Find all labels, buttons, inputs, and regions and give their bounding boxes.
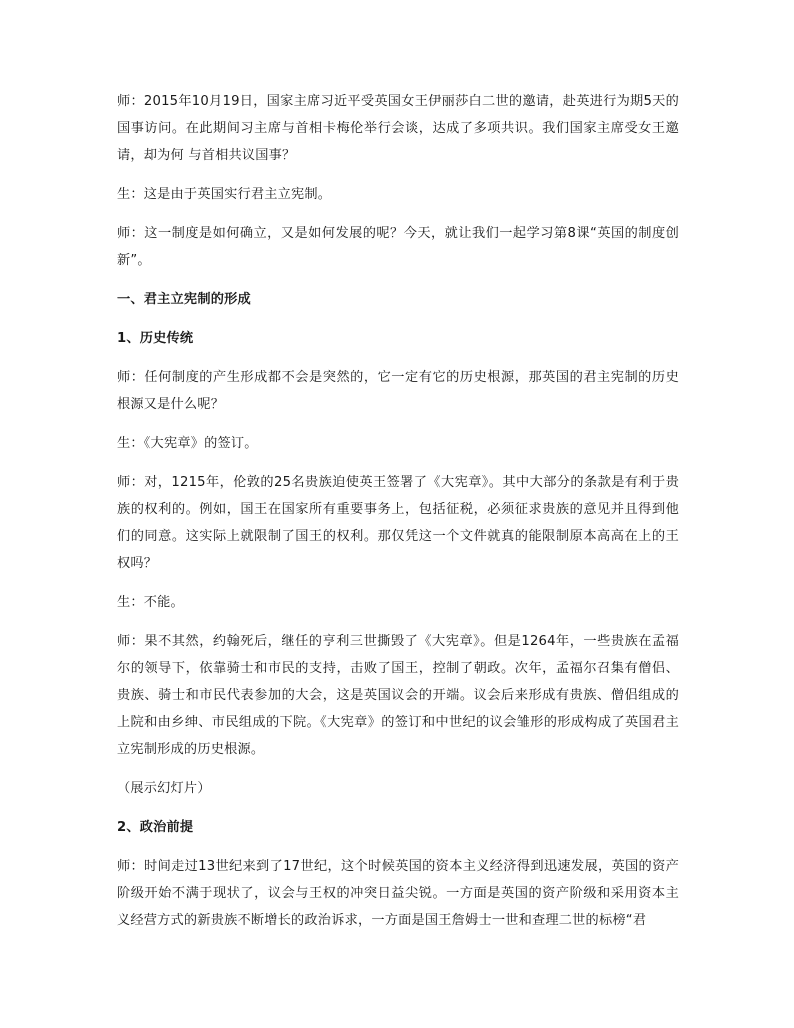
paragraph-teacher-question-2: 师：任何制度的产生形成都不会是突然的，它一定有它的历史根源，那英国的君主宪制的历史根源又是什么呢？: [117, 370, 679, 412]
subsection-heading-2: 2、政治前提: [117, 820, 194, 835]
paragraph-teacher-question-1: 师：这一制度是如何确立，又是如何发展的呢？今天，就让我们一起学习第8课“英国的制度创新”。: [117, 226, 679, 268]
paragraph-teacher-explanation-1: 师：对，1215年，伦敦的25名贵族迫使英王签署了《大宪章》。其中大部分的条款是有利于贵族的权利的。例如，国王在国家所有重要事务上，包括征税，必须征求贵族的意见并且得到他们的同意。这实际上就限制了国王的权利。那仅凭这一个文件就真的能限制原本高高在上的王权吗？: [117, 475, 679, 571]
paragraph-slide-note: （展示幻灯片）: [117, 781, 211, 796]
paragraph-student-answer-1: 生：这是由于英国实行君主立宪制。: [117, 187, 332, 202]
document-page: [117, 88, 679, 934]
paragraph-intro: 师：2015年10月19日，国家主席习近平受英国女王伊丽莎白二世的邀请，赴英进行为期5天的国事访问。在此期间习主席与首相卡梅伦举行会谈，达成了多项共识。我们国家主席受女王邀请，却为何 与首相共议国事？: [117, 94, 679, 163]
paragraph-student-answer-3: 生：不能。: [117, 595, 184, 610]
paragraph-student-answer-2: 生：《大宪章》的签订。: [117, 436, 258, 451]
section-heading-1: 一、君主立宪制的形成: [117, 292, 251, 307]
paragraph-teacher-explanation-2: 师：果不其然，约翰死后，继任的亨利三世撕毁了《大宪章》。但是1264年，一些贵族在孟福尔的领导下，依靠骑士和市民的支持，击败了国王，控制了朝政。次年，孟福尔召集有僧侣、贵族、骑士和市民代表参加的大会，这是英国议会的开端。议会后来形成有贵族、僧侣组成的上院和由乡绅、市民组成的下院。《大宪章》的签订和中世纪的议会雏形的形成构成了英国君主立宪制形成的历史根源。: [117, 634, 679, 757]
paragraph-teacher-explanation-3: 师：时间走过13世纪来到了17世纪，这个时候英国的资本主义经济得到迅速发展，英国的资产阶级开始不满于现状了，议会与王权的冲突日益尖锐。一方面是英国的资产阶级和采用资本主义经营方式的新贵族不断增长的政治诉求，一方面是国王詹姆士一世和查理二世的标榜“君: [117, 859, 679, 928]
subsection-heading-1: 1、历史传统: [117, 331, 194, 346]
